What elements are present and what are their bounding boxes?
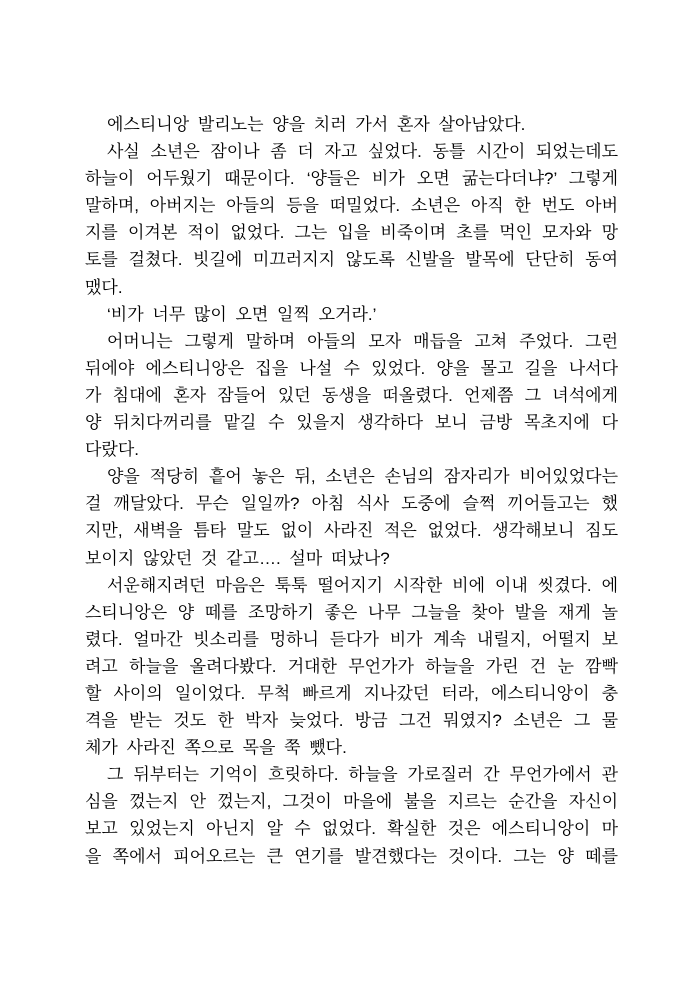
text-line: 심을 껐는지 안 껐는지, 그것이 마을에 불을 지르는 순간을 자신이 xyxy=(85,792,618,812)
text-line: 지만, 새벽을 틈타 말도 없이 사라진 적은 없었다. 생각해보니 짐도 xyxy=(85,521,618,541)
text-line: 하늘이 어두웠기 때문이다. ‘양들은 비가 오면 굶는다더냐?’ 그렇게 xyxy=(85,169,618,189)
text-line: 걸 깨달았다. 무슨 일일까? 아침 식사 도중에 슬쩍 끼어들고는 했 xyxy=(85,494,618,514)
text-line: 토를 걸쳤다. 빗길에 미끄러지지 않도록 신발을 발목에 단단히 동여 xyxy=(85,250,618,270)
text-line: 체가 사라진 쪽으로 목을 쭉 뺐다. xyxy=(85,738,347,758)
text-line: 어머니는 그렇게 말하며 아들의 모자 매듭을 고쳐 주었다. 그런 xyxy=(107,331,618,351)
text-line: 다랐다. xyxy=(85,440,139,460)
text-line: 려고 하늘을 올려다봤다. 거대한 무언가가 하늘을 가린 건 눈 깜빡 xyxy=(85,656,618,676)
text-line: 그 뒤부터는 기억이 흐릿하다. 하늘을 가로질러 간 무언가에서 관 xyxy=(107,765,618,785)
text-line: 사실 소년은 잠이나 좀 더 자고 싶었다. 동틀 시간이 되었는데도 xyxy=(107,142,618,162)
text-line: 렸다. 얼마간 빗소리를 멍하니 듣다가 비가 계속 내릴지, 어떨지 보 xyxy=(85,629,618,649)
text-line: 을 쪽에서 피어오르는 큰 연기를 발견했다는 것이다. 그는 양 떼를 xyxy=(85,846,618,866)
text-line: 스티니앙은 양 떼를 조망하기 좋은 나무 그늘을 찾아 발을 재게 놀 xyxy=(85,602,618,622)
text-line: ‘비가 너무 많이 오면 일찍 오거라.’ xyxy=(107,304,377,324)
text-line: 양을 적당히 흩어 놓은 뒤, 소년은 손님의 잠자리가 비어있었다는 xyxy=(107,467,618,487)
page-text xyxy=(85,111,618,870)
text-line: 서운해지려던 마음은 툭툭 떨어지기 시작한 비에 이내 씻겼다. 에 xyxy=(107,575,618,595)
text-line: 말하며, 아버지는 아들의 등을 떠밀었다. 소년은 아직 한 번도 아버 xyxy=(85,196,618,216)
text-line: 뒤에야 에스티니앙은 집을 나설 수 있었다. 양을 몰고 길을 나서다 xyxy=(85,358,618,378)
text-line: 맸다. xyxy=(85,277,123,297)
text-line: 지를 이겨본 적이 없었다. 그는 입을 비죽이며 초를 먹인 모자와 망 xyxy=(85,223,618,243)
text-line: 격을 받는 것도 한 박자 늦었다. 방금 그건 뭐였지? 소년은 그 물 xyxy=(85,711,618,731)
text-line: 할 사이의 일이었다. 무척 빠르게 지나갔던 터라, 에스티니앙이 충 xyxy=(85,683,618,703)
text-line: 에스티니앙 발리노는 양을 치러 가서 혼자 살아남았다. xyxy=(107,115,526,134)
text-line: 보이지 않았던 것 같고…. 설마 떠났나? xyxy=(85,548,390,568)
text-line: 양 뒤치다꺼리를 맡길 수 있을지 생각하다 보니 금방 목초지에 다 xyxy=(85,413,618,433)
text-line: 보고 있었는지 아닌지 알 수 없었다. 확실한 것은 에스티니앙이 마 xyxy=(85,819,618,839)
text-line: 가 침대에 혼자 잠들어 있던 동생을 떠올렸다. 언제쯤 그 녀석에게 xyxy=(85,385,618,405)
